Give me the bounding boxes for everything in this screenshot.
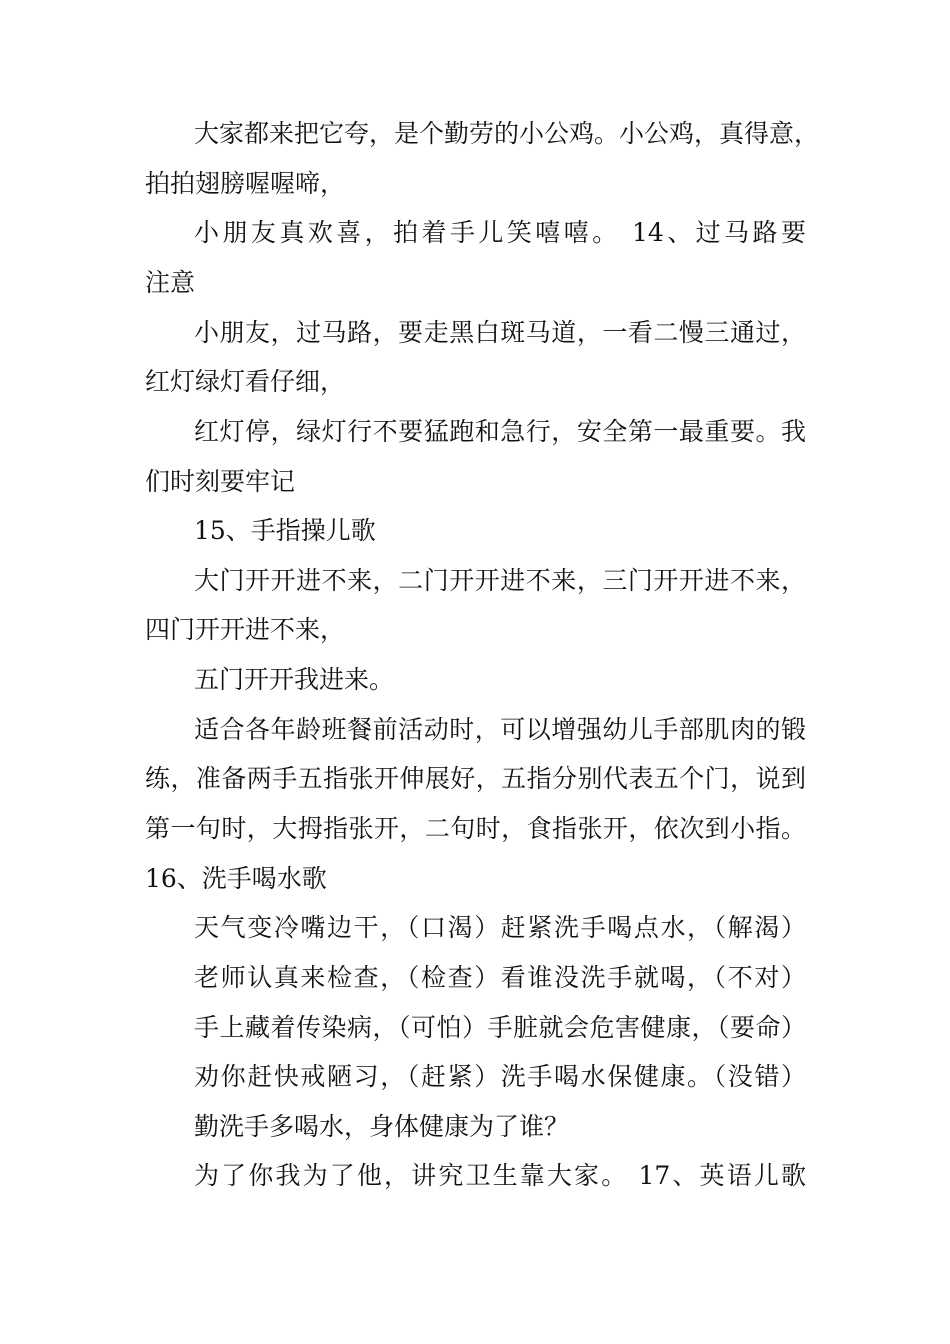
section-heading: 16、洗手喝水歌 <box>145 864 327 893</box>
text-line: 老师认真来检查，（检查）看谁没洗手就喝，（不对） <box>194 963 806 992</box>
text-line: 为了你我为了他，讲究卫生靠大家。 17、英语儿歌 <box>194 1161 806 1190</box>
text-line: 勤洗手多喝水，身体健康为了谁？ <box>194 1112 570 1141</box>
text-line: 劝你赶快戒陋习，（赶紧）洗手喝水保健康。（没错） <box>194 1062 806 1091</box>
text-line: 红灯停，绿灯行不要猛跑和急行，安全第一最重要。我 <box>194 417 806 446</box>
text-line: 四门开开进不来， <box>145 615 346 644</box>
text-line: 拍拍翅膀喔喔啼， <box>145 169 346 198</box>
text-line: 注意 <box>145 268 196 297</box>
text-line: 天气变冷嘴边干，（口渴）赶紧洗手喝点水，（解渴） <box>194 913 806 942</box>
text-line: 红灯绿灯看仔细， <box>145 367 346 396</box>
section-heading: 15、手指操儿歌 <box>194 516 376 545</box>
text-line: 们时刻要牢记 <box>145 467 296 496</box>
text-line: 手上藏着传染病，（可怕）手脏就会危害健康，（要命） <box>194 1013 806 1042</box>
text-line: 小朋友，过马路，要走黑白斑马道，一看二慢三通过， <box>194 318 806 347</box>
text-line: 大家都来把它夸，是个勤劳的小公鸡。小公鸡，真得意， <box>194 119 820 148</box>
text-line: 适合各年龄班餐前活动时，可以增强幼儿手部肌肉的锻 <box>194 715 806 744</box>
text-line: 大门开开进不来，二门开开进不来，三门开开进不来， <box>194 566 806 595</box>
text-line: 第一句时，大拇指张开，二句时，食指张开，依次到小指。 <box>145 814 806 843</box>
text-line: 练，准备两手五指张开伸展好，五指分别代表五个门，说到 <box>145 764 806 793</box>
text-line: 五门开开我进来。 <box>194 665 395 694</box>
text-line: 小朋友真欢喜，拍着手儿笑嘻嘻。 14、过马路要 <box>194 218 806 247</box>
